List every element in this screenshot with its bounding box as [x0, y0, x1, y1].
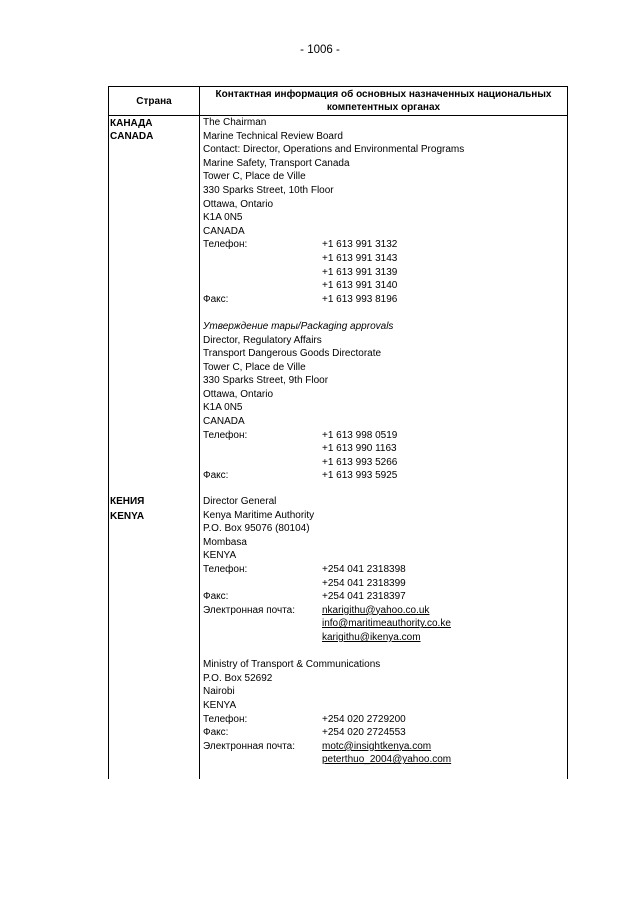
fax-number: +1 613 993 5925	[322, 470, 398, 482]
email-label: Электронная почта:	[203, 740, 296, 752]
phone-label: Телефон:	[203, 239, 248, 251]
address-line: K1A 0N5	[203, 402, 243, 414]
phone-label: Телефон:	[203, 563, 248, 575]
fax-row	[203, 469, 464, 483]
fax-label: Факс:	[203, 293, 229, 305]
country-canada	[110, 117, 153, 143]
address-line: Ottawa, Ontario	[203, 198, 274, 210]
fax-row	[203, 293, 464, 307]
header-country: Страна	[136, 96, 172, 107]
email-row	[203, 753, 452, 767]
phone-number: +1 613 991 3140	[322, 280, 398, 292]
email-link[interactable]: nkarigithu@yahoo.co.uk	[322, 604, 430, 616]
header-contact: Контактная информация об основных назначенных национальных компетентных органах	[215, 89, 552, 113]
address-line: P.O. Box 52692	[203, 672, 273, 684]
phone-label: Телефон:	[203, 713, 248, 725]
address-line: Nairobi	[203, 686, 235, 698]
address-line: KENYA	[203, 550, 237, 562]
email-row	[203, 617, 451, 631]
phone-row	[203, 266, 464, 280]
phone-row	[203, 442, 464, 456]
column-divider	[199, 87, 200, 779]
authorities-table	[108, 86, 568, 779]
address-line: Marine Safety, Transport Canada	[203, 157, 350, 169]
phone-number: +1 613 991 3143	[322, 252, 398, 264]
address-line: Ministry of Transport & Communications	[203, 659, 381, 671]
address-line: KENYA	[203, 699, 237, 711]
phone-number: +1 613 990 1163	[322, 443, 397, 455]
address-line: Director, Regulatory Affairs	[203, 334, 322, 346]
address-line: Ottawa, Ontario	[203, 388, 274, 400]
address-line: Kenya Maritime Authority	[203, 509, 315, 521]
address-line: Marine Technical Review Board	[203, 130, 343, 142]
country-name-ru: КЕНИЯ	[110, 496, 145, 507]
phone-label: Телефон:	[203, 429, 248, 441]
phone-row	[203, 563, 406, 577]
address-line: The Chairman	[203, 117, 267, 128]
address-line: CANADA	[203, 416, 245, 428]
fax-number: +1 613 993 8196	[322, 293, 398, 305]
address-line: Tower C, Place de Ville	[203, 171, 306, 183]
address-line: P.O. Box 95076 (80104)	[203, 523, 310, 535]
fax-label: Факс:	[203, 591, 229, 603]
email-link[interactable]: karigithu@ikenya.com	[322, 631, 421, 643]
phone-number: +1 613 991 3139	[322, 266, 398, 278]
address-line: Mombasa	[203, 536, 247, 548]
fax-number: +254 041 2318397	[322, 591, 406, 603]
phone-number: +254 020 2729200	[322, 713, 406, 725]
phone-row	[203, 429, 464, 443]
canada-contact-block	[203, 116, 464, 483]
fax-number: +254 020 2724553	[322, 727, 406, 739]
fax-label: Факс:	[203, 727, 229, 739]
country-name-en: KENYA	[110, 511, 145, 522]
email-link[interactable]: info@maritimeauthority.co.ke	[322, 618, 451, 630]
address-line: 330 Sparks Street, 10th Floor	[203, 184, 334, 196]
email-row	[203, 604, 430, 618]
page-number: - 1006 -	[300, 44, 340, 56]
address-line: Tower C, Place de Ville	[203, 361, 306, 373]
phone-row	[203, 577, 406, 591]
phone-row	[203, 713, 406, 727]
fax-row	[203, 726, 406, 740]
phone-row	[203, 238, 464, 252]
phone-number: +1 613 998 0519	[322, 429, 398, 441]
phone-row	[203, 279, 464, 293]
phone-row	[203, 252, 464, 266]
country-kenya	[110, 495, 144, 523]
phone-number: +254 041 2318399	[322, 577, 406, 589]
email-link[interactable]: peterthuo_2004@yahoo.com	[322, 754, 452, 766]
section-heading: Утверждение тары/Packaging approvals	[203, 320, 394, 332]
phone-number: +1 613 991 3132	[322, 239, 398, 251]
country-name-en: CANADA	[110, 131, 154, 142]
address-line: CANADA	[203, 225, 245, 237]
fax-row	[203, 590, 406, 604]
address-line: Transport Dangerous Goods Directorate	[203, 348, 382, 360]
phone-row	[203, 456, 464, 470]
email-link[interactable]: motc@insightkenya.com	[322, 740, 432, 752]
address-line: 330 Sparks Street, 9th Floor	[203, 375, 329, 387]
address-line: Director General	[203, 496, 277, 507]
phone-number: +1 613 993 5266	[322, 456, 398, 468]
email-label: Электронная почта:	[203, 604, 296, 616]
phone-number: +254 041 2318398	[322, 563, 406, 575]
country-name-ru: КАНАДА	[110, 118, 153, 129]
address-line: Contact: Director, Operations and Environmental Programs	[203, 144, 465, 156]
email-row	[203, 631, 421, 645]
email-row	[203, 740, 432, 754]
address-line: K1A 0N5	[203, 212, 243, 224]
fax-label: Факс:	[203, 470, 229, 482]
kenya-contact-block	[203, 495, 452, 767]
